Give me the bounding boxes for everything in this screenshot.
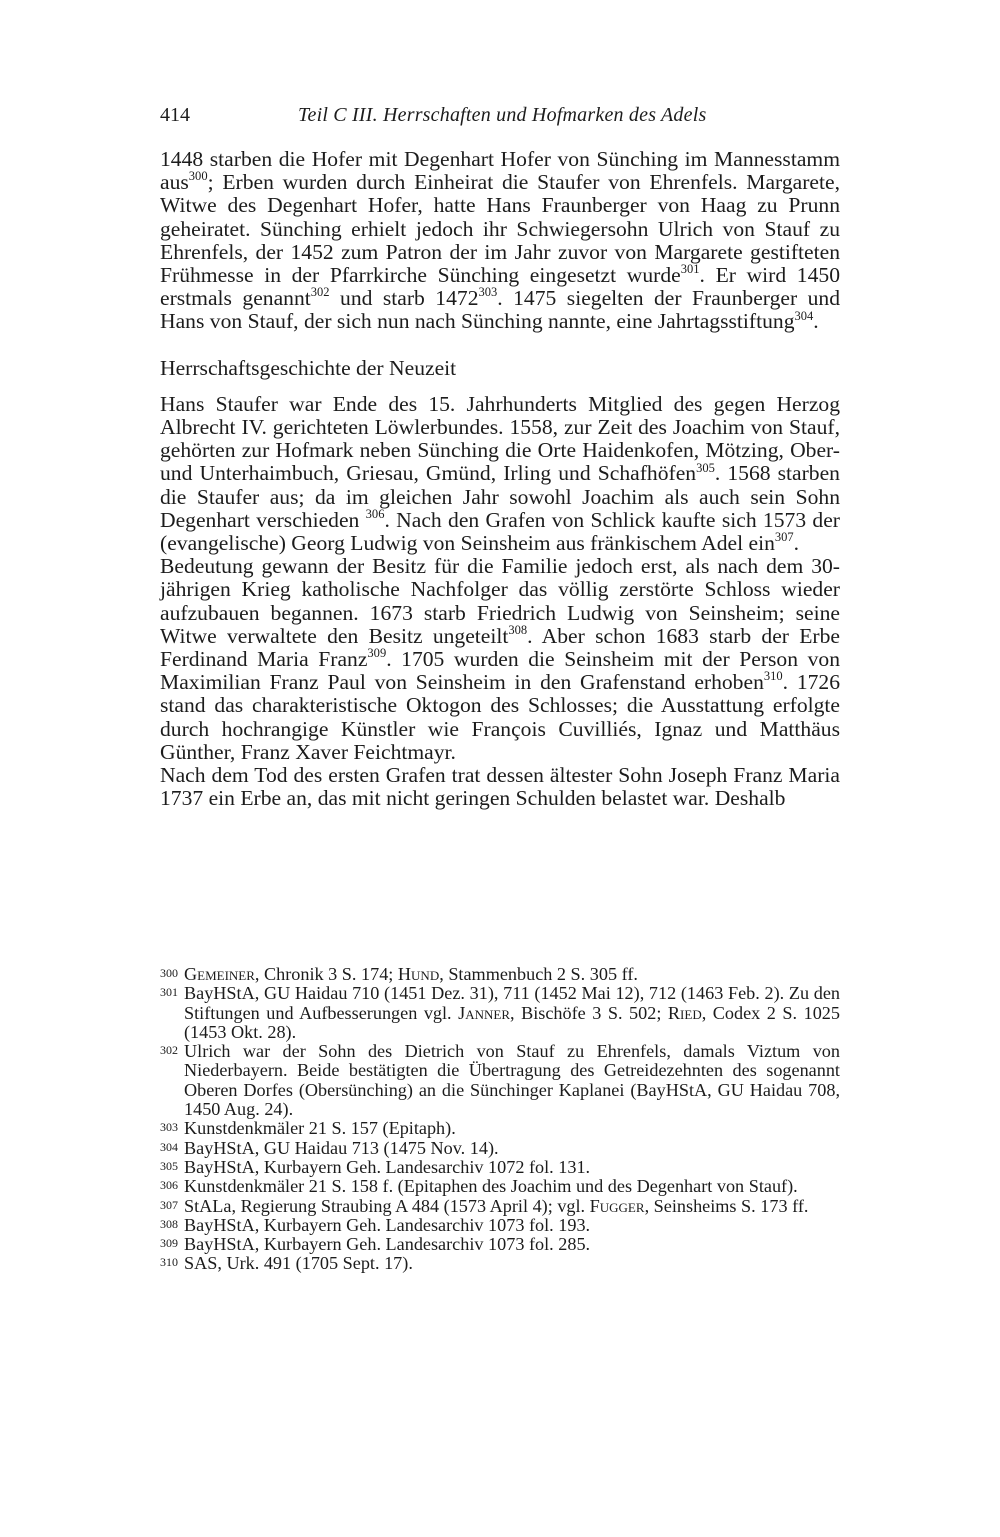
footnote-ref[interactable]: 300 — [188, 169, 208, 184]
footnote-ref[interactable]: 304 — [794, 308, 814, 323]
paragraph-2: Hans Staufer war Ende des 15. Jahrhunderts Mitglied des gegen Herzog Albrecht IV. gerichteten Löwlerbundes. 1558, zur Zeit des Joachim von Stauf, gehörten zur Hofmark neben Sünching die Orte Haidenkofen, Mötzing, Ober- und Unterhaimbuch, Griesau, Gmünd, Irling und Schafhöfen$^{305}$. 1568 starben die Staufer aus; da im gleichen Jahr sowohl Joachim als auch sein Sohn Degenhart verschieden $^{306}$. Nach den Grafen von Schlick kaufte sich 1573 der (evangelische) Georg Ludwig von Seinsheim aus fränkischem Adel ein$^{307}$. — [160, 391, 840, 556]
footnote-number: 309 — [160, 1236, 178, 1251]
footnote-segment: , Seinsheims S. 173 ff. — [644, 1195, 809, 1216]
footnote-segment: , Bischöfe 3 S. 502; — [510, 1002, 668, 1023]
page-header — [160, 101, 840, 129]
footnote-segment: BayHStA, Kurbayern Geh. Landesarchiv 1072 fol. 131. — [184, 1156, 591, 1177]
footnote-text — [184, 1177, 840, 1196]
footnote-number: 310 — [160, 1255, 178, 1270]
section-heading: Herrschaftsgeschichte der Neuzeit — [160, 355, 457, 380]
footnote-number: 307 — [160, 1197, 178, 1212]
footnote-segment: Kunstdenkmäler 21 S. 157 (Epitaph). — [184, 1118, 456, 1139]
footnotes — [160, 965, 840, 1274]
footnote-segment: , Chronik 3 S. 174; — [254, 964, 398, 984]
footnote-ref[interactable]: 308 — [508, 623, 528, 638]
footnote-text — [184, 965, 840, 984]
footnote-segment: BayHStA, GU Haidau 710 (1451 Dez. 31), 711 (1452 Mai 12), 712 (1463 Feb. 2). Zu den Stiftungen und Aufbesserungen vgl. — [184, 983, 840, 1023]
footnote-text — [184, 1119, 840, 1138]
footnote-number: 303 — [160, 1120, 178, 1135]
footnote-segment: Ulrich war der Sohn des Dietrich von Stauf zu Ehrenfels, damals Viztum von Niederbayern. Beide bestätigten die Übertragung des Getreidezehnten des sogenannt Oberen Dorfes (Obersünching) an die Sünchinger Kaplanei (BayHStA, GU Haidau 708, 1450 Aug. 24). — [184, 1041, 840, 1120]
footnote-segment: BayHStA, Kurbayern Geh. Landesarchiv 1073 fol. 285. — [184, 1234, 591, 1255]
footnote-number: 301 — [160, 985, 178, 1000]
footnote-segment: BayHStA, Kurbayern Geh. Landesarchiv 1073 fol. 193. — [184, 1214, 591, 1235]
page-number: 414 — [160, 104, 190, 126]
footnote — [160, 1119, 840, 1138]
footnote-segment: BayHStA, GU Haidau 713 (1475 Nov. 14). — [184, 1137, 499, 1158]
footnote-ref[interactable]: 306 — [365, 507, 385, 522]
footnote-segment: , Stammenbuch 2 S. 305 ff. — [439, 964, 638, 984]
footnote-number: 306 — [160, 1178, 178, 1193]
author-name: Ried — [667, 1002, 702, 1023]
paragraph-3: Bedeutung gewann der Besitz für die Familie jedoch erst, als nach dem 30-jährigen Krieg katholische Nachfolger das völlig zerstörte Schloss wieder aufzubauen begannen. 1673 starb Friedrich Ludwig von Seinsheim; seine Witwe verwaltete den Besitz ungeteilt$^{308}$. Aber schon 1683 starb der Erbe Ferdinand Maria Franz$^{309}$. 1705 wurden die Seinsheim mit der Person von Maximilian Franz Paul von Seinsheim in den Grafenstand erhoben$^{310}$. 1726 stand das charakteristische Oktogon des Schlosses; die Ausstattung erfolgte durch hochrangige Künstler wie François Cuvilliés, Ignaz und Matthäus Günther, Franz Xaver Feichtmayr. — [160, 554, 841, 764]
footnote-ref[interactable]: 303 — [478, 285, 498, 300]
footnote — [160, 1216, 840, 1235]
footnote-text — [184, 1042, 840, 1119]
footnote-text — [184, 1139, 840, 1158]
paragraph-4: Nach dem Tod des ersten Grafen trat dessen ältester Sohn Joseph Franz Maria 1737 ein Erbe an, das mit nicht geringen Schulden belastet war. Deshalb — [160, 763, 840, 811]
author-name: Hund — [397, 964, 440, 984]
footnote — [160, 1177, 840, 1196]
footnote-number: 302 — [160, 1043, 178, 1058]
footnote-ref[interactable]: 301 — [680, 262, 700, 277]
author-name: Gemeiner — [184, 964, 255, 984]
footnote-text — [184, 984, 840, 1042]
footnote-number: 305 — [160, 1158, 178, 1173]
footnote-text — [184, 1216, 840, 1235]
author-name: Janner — [458, 1002, 510, 1023]
footnote-text — [184, 1235, 840, 1254]
footnote-ref[interactable]: 309 — [367, 646, 387, 661]
footnote — [160, 1235, 840, 1254]
footnote-ref[interactable]: 305 — [696, 460, 715, 475]
footnote — [160, 984, 840, 1042]
footnote-ref[interactable]: 310 — [763, 669, 783, 684]
footnote-text — [184, 1254, 840, 1273]
footnote-ref[interactable]: 307 — [774, 530, 794, 545]
footnote — [160, 965, 840, 984]
footnote-ref[interactable]: 302 — [310, 285, 330, 300]
footnote-text — [184, 1158, 840, 1177]
footnote-segment: SAS, Urk. 491 (1705 Sept. 17). — [184, 1253, 413, 1274]
running-head: Teil C III. Herrschaften und Hofmarken des Adels — [298, 104, 707, 126]
footnote-segment: , Codex 2 S. 1025 (1453 Okt. 28). — [184, 1002, 840, 1042]
footnote — [160, 1197, 840, 1216]
footnote-number: 304 — [160, 1139, 178, 1154]
footnote — [160, 1254, 840, 1273]
main-text — [160, 148, 840, 810]
footnote-segment: StALa, Regierung Straubing A 484 (1573 April 4); vgl. — [184, 1195, 590, 1216]
author-name: Fugger — [589, 1195, 645, 1216]
footnote-segment: Kunstdenkmäler 21 S. 158 f. (Epitaphen des Joachim und des Degenhart von Stauf). — [184, 1176, 798, 1197]
paragraph-1: 1448 starben die Hofer mit Degenhart Hofer von Sünching im Mannesstamm aus$^{300}$; Erben wurden durch Einheirat die Staufer von Ehrenfels. Margarete, Witwe des Degenhart Hofer, hatte Hans Fraunberger von Haag zu Prunn geheiratet. Sünching erhielt jedoch ihr Schwiegersohn Ulrich von Stauf zu Ehrenfels, der 1452 zum Patron der im Jahr zuvor von Margarete gestifteten Frühmesse in der Pfarrkirche Sünching eingesetzt wurde$^{301}$. Er wird 1450 erstmals genannt$^{302}$ und starb 1472$^{303}$. 1475 siegelten der Fraunberger und Hans von Stauf, der sich nun nach Sünching nannte, eine Jahrtagsstiftung$^{304}$. — [160, 147, 841, 334]
footnote — [160, 1158, 840, 1177]
footnote-number: 300 — [160, 966, 178, 980]
footnote-text — [184, 1197, 840, 1216]
footnote — [160, 1042, 840, 1119]
footnote — [160, 1139, 840, 1158]
footnote-number: 308 — [160, 1216, 178, 1231]
